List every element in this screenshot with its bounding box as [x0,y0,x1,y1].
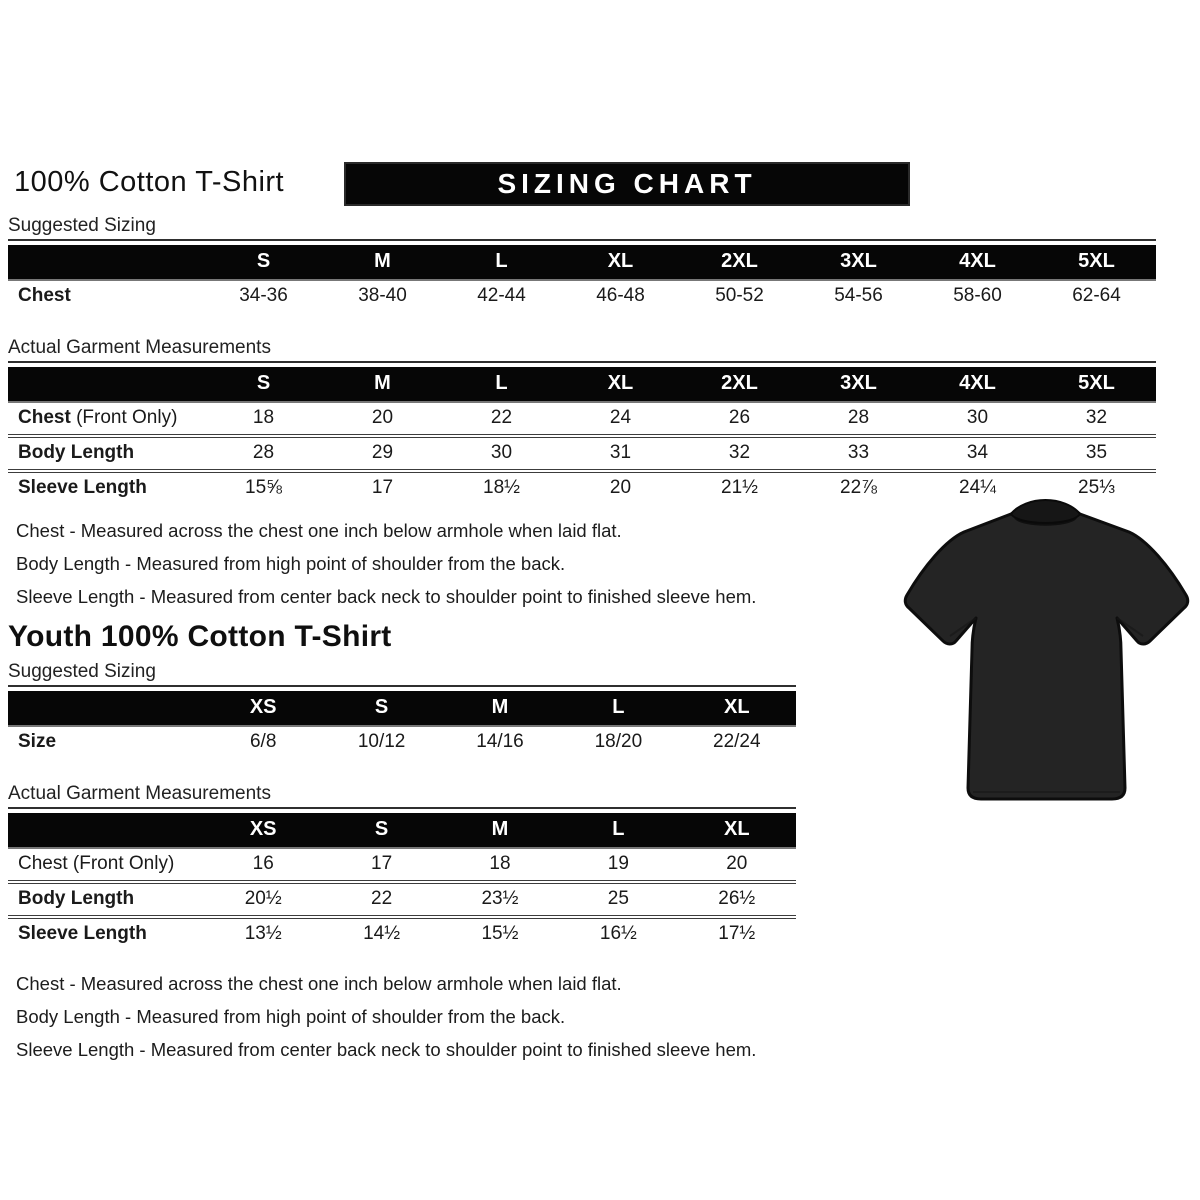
size-column-header: XL [678,813,796,848]
measurement-value: 34 [918,436,1037,471]
measurement-value: 15⅝ [204,471,323,504]
measurement-value: 14/16 [476,731,524,752]
measurement-value: 22/24 [713,731,761,752]
size-column-header: XL [561,367,680,402]
measurement-row-label: Body Length [8,436,204,471]
adult-suggested-sizing-label: Suggested Sizing [8,215,1156,241]
measurement-note: Sleeve Length - Measured from center back neck to shoulder point to finished sleeve hem. [16,586,757,607]
measurement-value: 28 [204,436,323,471]
measurement-note: Body Length - Measured from high point of shoulder from the back. [16,553,566,574]
size-column-header: XS [204,691,322,726]
size-column-header: L [442,367,561,402]
size-column-header: XL [678,691,796,726]
measurement-value: 30 [966,407,989,428]
size-column-header: S [204,367,323,402]
measurement-value: 26½ [678,882,796,917]
tshirt-product-image [893,478,1198,810]
size-column-header: XL [561,245,680,280]
measurement-row-label: Chest [18,285,71,306]
measurement-note: Sleeve Length - Measured from center back neck to shoulder point to finished sleeve hem. [16,1039,757,1060]
measurement-value: 20½ [204,882,322,917]
measurement-value: 17 [371,853,393,874]
size-column-header: 4XL [918,367,1037,402]
header-row [8,164,1160,208]
measurement-value: 19 [607,853,629,874]
size-column-header: 5XL [1037,367,1156,402]
measurement-row [8,848,796,882]
measurement-value: 29 [323,436,442,471]
size-column-header: S [322,691,440,726]
measurement-value: 18½ [442,471,561,504]
page-title: 100% Cotton T-Shirt [14,166,285,198]
measurement-value: 14½ [322,917,440,950]
row-label-column-spacer [8,367,204,402]
measurement-value: 20 [726,853,748,874]
size-column-header: 5XL [1037,245,1156,280]
measurement-row-label: Sleeve Length [8,917,204,950]
measurement-value: 58-60 [953,285,1002,306]
youth-measurement-notes [16,967,1160,1066]
measurement-value: 28 [847,407,870,428]
measurement-value: 15½ [441,917,559,950]
size-column-header: 2XL [680,245,799,280]
youth-actual-measurements-table [8,813,796,950]
sizing-chart-banner [346,164,908,204]
sizing-chart-banner-text: SIZING CHART [497,168,757,199]
measurement-note: Chest - Measured across the chest one inch below armhole when laid flat. [16,520,622,541]
measurement-value: 24¼ [918,471,1037,504]
measurement-note: Body Length - Measured from high point of shoulder from the back. [16,1006,566,1027]
measurement-value: 17 [323,471,442,504]
measurement-value: 32 [680,436,799,471]
measurement-value: 33 [799,436,918,471]
measurement-value: 30 [442,436,561,471]
measurement-value: 22⅞ [799,471,918,504]
measurement-value: 31 [561,436,680,471]
measurement-value: 20 [371,407,394,428]
measurement-row-label: Chest (Front Only) [18,853,175,874]
measurement-value: 16½ [559,917,677,950]
row-label-column-spacer [8,245,204,280]
row-label-column-spacer [8,691,204,726]
size-column-header: M [441,813,559,848]
youth-suggested-sizing-label: Suggested Sizing [8,661,796,687]
measurement-row-label: Size [18,731,57,752]
size-column-header: 2XL [680,367,799,402]
measurement-value: 23½ [441,882,559,917]
adult-suggested-sizing-table [8,245,1156,312]
size-column-header: M [323,245,442,280]
measurement-row [8,280,1156,312]
measurement-row [8,402,1156,436]
measurement-value: 46-48 [596,285,645,306]
adult-actual-measurements-label: Actual Garment Measurements [8,337,1156,363]
size-column-header: S [322,813,440,848]
measurement-value: 26 [728,407,751,428]
measurement-value: 25 [559,882,677,917]
size-column-header: 3XL [799,245,918,280]
youth-suggested-sizing-table [8,691,796,758]
size-column-header: 3XL [799,367,918,402]
measurement-row [8,726,796,758]
measurement-value: 6/8 [249,731,277,752]
size-column-header: L [442,245,561,280]
size-column-header: L [559,691,677,726]
size-column-header: M [323,367,442,402]
measurement-value: 10/12 [357,731,406,752]
measurement-value: 21½ [680,471,799,504]
measurement-value: 42-44 [477,285,526,306]
size-column-header: 4XL [918,245,1037,280]
tshirt-icon [893,478,1198,810]
measurement-value: 22 [490,407,513,428]
measurement-value: 38-40 [358,285,407,306]
size-column-header: XS [204,813,322,848]
measurement-value: 50-52 [715,285,764,306]
measurement-value: 22 [322,882,440,917]
measurement-value: 18/20 [594,731,643,752]
measurement-value: 20 [561,471,680,504]
size-column-header: S [204,245,323,280]
measurement-value: 24 [609,407,632,428]
youth-actual-measurements-label: Actual Garment Measurements [8,783,796,809]
measurement-row-label: Chest (Front Only) [18,407,178,428]
measurement-row [8,917,796,950]
measurement-value: 18 [489,853,511,874]
size-column-header: M [441,691,559,726]
measurement-row-label: Sleeve Length [8,471,204,504]
measurement-value: 16 [252,853,274,874]
measurement-value: 35 [1037,436,1156,471]
measurement-row [8,882,796,917]
measurement-value: 62-64 [1072,285,1121,306]
measurement-value: 34-36 [239,285,288,306]
measurement-value: 13½ [204,917,322,950]
row-label-column-spacer [8,813,204,848]
measurement-value: 54-56 [834,285,883,306]
size-column-header: L [559,813,677,848]
measurement-row-label: Body Length [8,882,204,917]
measurement-value: 18 [252,407,275,428]
measurement-value: 17½ [678,917,796,950]
measurement-value: 32 [1085,407,1108,428]
youth-title: Youth 100% Cotton T-Shirt [8,620,392,653]
measurement-note: Chest - Measured across the chest one inch below armhole when laid flat. [16,973,622,994]
measurement-value: 25⅓ [1037,471,1156,504]
measurement-row [8,436,1156,471]
